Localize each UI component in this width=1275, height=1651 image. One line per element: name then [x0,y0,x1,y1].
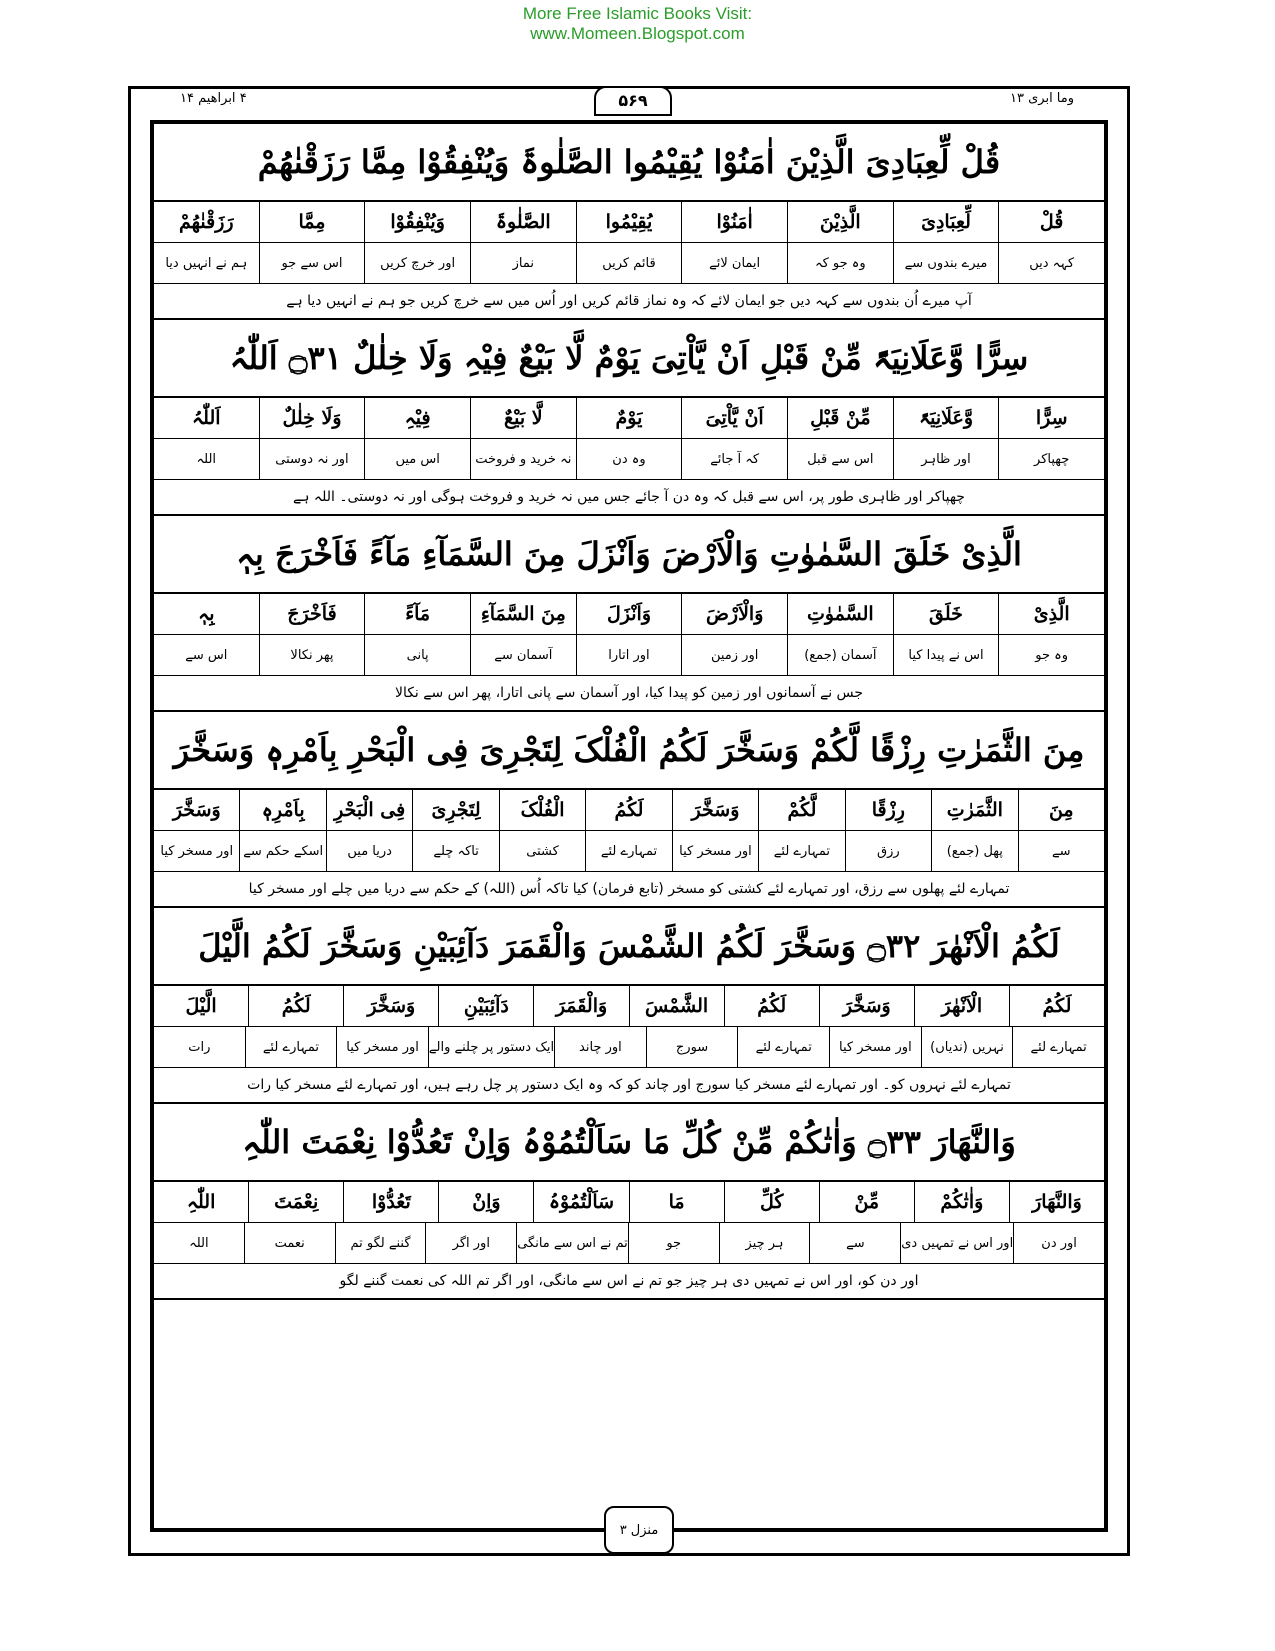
arabic-word: الَّذِیْ [998,594,1104,634]
arabic-word: رِزْقًا [845,790,931,830]
urdu-meaning: رات [188,1039,211,1055]
surah-header: ۴ ابراھیم ۱۴ [180,91,247,106]
verse-block [154,124,1104,320]
arabic-word: الشَّمْسَ [629,986,724,1026]
urdu-meaning: اور مسخر کیا [829,1027,921,1067]
arabic-word: اَللّٰہُ [192,407,221,429]
urdu-meaning: تمہارے لئے [758,831,844,871]
urdu-meaning: اور مسخر کیا [336,1027,428,1067]
word-row [154,202,1104,243]
arabic-word: وَالنَّھَارَ [1009,1182,1104,1222]
arabic-word: لَکُمُ [585,790,671,830]
arabic-word: اٰمَنُوْا [681,202,787,242]
ayah-line: لَکُمُ الْاَنْھٰرَ ۝۳۲ وَسَخَّرَ لَکُمُ الشَّمْسَ وَالْقَمَرَ دَآئِبَیْنِ وَسَخَّرَ لَکُمُ الَّیْلَ [154,908,1104,986]
urdu-meaning: تمہارے لئے [737,1027,829,1067]
urdu-meaning: نماز [470,243,576,283]
arabic-word: تَعُدُّوْا [343,1182,438,1222]
verse-block [154,712,1104,908]
arabic-word: مَا [629,1182,724,1222]
urdu-meaning: اس سے قبل [787,439,893,479]
translation-line: اور دن کو، اور اس نے تمہیں دی ہر چیز جو تم نے اس سے مانگی، اور اگر تم اللہ کی نعمت گننے لگو [339,1273,919,1289]
arabic-word: مِّنْ قَبْلِ [787,398,893,438]
arabic-word: قُلْ [998,202,1104,242]
quran-content [154,124,1104,1300]
arabic-word: نِعْمَتَ [248,1182,343,1222]
urdu-meaning: پھر نکالا [259,635,365,675]
urdu-meaning: رزق [845,831,931,871]
word-row [154,594,1104,635]
arabic-word: وَیُنْفِقُوْا [364,202,470,242]
arabic-word: الْفُلْکَ [499,790,585,830]
arabic-word: وَاَنْزَلَ [576,594,682,634]
translation-line: آپ میرے اُن بندوں سے کہہ دیں جو ایمان لائے کہ وہ نماز قائم کریں اور اُس میں سے خرچ کریں جو ہم نے انہیں دیا ہے [286,293,972,309]
arabic-word: الَّیْلَ [185,995,217,1017]
urdu-meaning: تاکہ چلے [412,831,498,871]
ayah-line: مِنَ الثَّمَرٰتِ رِزْقًا لَّکُمْ وَسَخَّرَ لَکُمُ الْفُلْکَ لِتَجْرِیَ فِی الْبَحْرِ بِاَمْرِہٖ وَسَخَّرَ [154,712,1104,790]
urdu-meaning: پھل (جمع) [931,831,1017,871]
ayah-line: قُلْ لِّعِبَادِیَ الَّذِیْنَ اٰمَنُوْا یُقِیْمُوا الصَّلٰوۃَ وَیُنْفِقُوْا مِمَّا رَزَقْنٰھُمْ [154,124,1104,202]
translation-line: جس نے آسمانوں اور زمین کو پیدا کیا، اور آسمان سے پانی اتارا، پھر اس سے نکالا [394,685,864,701]
page-number: ۵۶۹ [594,86,672,116]
translation-line: تمہارے لئے نہروں کو۔ اور تمہارے لئے مسخر کیا سورج اور چاند کو کہ وہ ایک دستور پر چل رہے ہیں، اور تمہارے لئے مسخر کیا رات [247,1077,1011,1093]
urdu-meaning: آسمان (جمع) [787,635,893,675]
urdu-meaning: ہر چیز [719,1223,810,1263]
ayah-line: وَالنَّھَارَ ۝۳۳ وَاٰتٰکُمْ مِّنْ کُلِّ مَا سَاَلْتُمُوْہُ وَاِنْ تَعُدُّوْا نِعْمَتَ اللّٰہِ [154,1104,1104,1182]
urdu-meaning: اور ظاہر [893,439,999,479]
arabic-word: وَاٰتٰکُمْ [914,1182,1009,1222]
urdu-meaning: اور اس نے تمہیں دی [900,1223,1013,1263]
arabic-word: الصَّلٰوۃَ [470,202,576,242]
arabic-word: اَنْ یَّاْتِیَ [681,398,787,438]
promo-banner [0,4,1275,44]
arabic-word: وَلَا خِلٰلٌ [259,398,365,438]
arabic-word: فَاَخْرَجَ [259,594,365,634]
word-row [154,398,1104,439]
urdu-meaning: سے [1018,831,1104,871]
urdu-meaning: تم نے اس سے مانگی [516,1223,628,1263]
urdu-meaning: اس سے جو [259,243,365,283]
ayah-line: سِرًّا وَّعَلَانِیَۃً مِّنْ قَبْلِ اَنْ یَّاْتِیَ یَوْمٌ لَّا بَیْعٌ فِیْہِ وَلَا خِلٰلٌ ۝۳۱ اَللّٰہُ [154,320,1104,398]
word-row [154,986,1104,1027]
arabic-word: الثَّمَرٰتِ [931,790,1017,830]
urdu-meaning: آسمان سے [470,635,576,675]
urdu-meaning: کہہ دیں [998,243,1104,283]
urdu-meaning: اور چاند [554,1027,646,1067]
urdu-meaning: اسکے حکم سے [239,831,325,871]
arabic-word: سَاَلْتُمُوْہُ [533,1182,628,1222]
urdu-meaning: اور خرچ کریں [364,243,470,283]
arabic-word: مِمَّا [259,202,365,242]
arabic-word: مِّنْ [819,1182,914,1222]
verse-block [154,1104,1104,1300]
urdu-meaning: ایمان لائے [681,243,787,283]
arabic-word: خَلَقَ [893,594,999,634]
urdu-meaning: اور اتارا [576,635,682,675]
urdu-meaning: نہ خرید و فروخت [470,439,576,479]
arabic-word: وَالْاَرْضَ [681,594,787,634]
urdu-meaning: قائم کریں [576,243,682,283]
arabic-word: لَکُمُ [248,986,343,1026]
arabic-word: لَکُمُ [724,986,819,1026]
arabic-word: وَالْقَمَرَ [533,986,628,1026]
translation-line: تمہارے لئے پھلوں سے رزق، اور تمہارے لئے کشتی کو مسخر (تابع فرمان) کیا تاکہ اُس (اللہ) کے حکم سے دریا میں چلے اور مسخر کیا [248,881,1010,897]
verse-block [154,908,1104,1104]
urdu-meaning: پانی [364,635,470,675]
urdu-meaning: نعمت [244,1223,335,1263]
meaning-row [154,1027,1104,1068]
arabic-word: فِیْہِ [364,398,470,438]
verse-block [154,516,1104,712]
arabic-word: وَاِنْ [438,1182,533,1222]
translation-line: چھپاکر اور ظاہری طور پر، اس سے قبل کہ وہ دن آ جائے جس میں نہ خرید و فروخت ہوگی اور نہ دوستی۔ اللہ ہے [293,489,965,505]
arabic-word: کُلِّ [724,1182,819,1222]
word-row [154,1182,1104,1223]
arabic-word: الَّذِیْنَ [787,202,893,242]
word-row [154,790,1104,831]
arabic-word: وَسَخَّرَ [672,790,758,830]
arabic-word: اللّٰہِ [186,1191,216,1213]
urdu-meaning: اللہ [189,1235,209,1251]
arabic-word: وَّعَلَانِیَۃً [893,398,999,438]
arabic-word: مَآءً [364,594,470,634]
urdu-meaning: اور نہ دوستی [259,439,365,479]
urdu-meaning: تمہارے لئے [1012,1027,1104,1067]
arabic-word: لَّکُمْ [758,790,844,830]
urdu-meaning: اس سے [185,647,228,663]
arabic-word: وَسَخَّرَ [343,986,438,1026]
urdu-meaning: وہ دن [576,439,682,479]
meaning-row [154,439,1104,480]
arabic-word: لَّا بَیْعٌ [470,398,576,438]
urdu-meaning: تمہارے لئے [585,831,671,871]
urdu-meaning: سے [809,1223,900,1263]
urdu-meaning: اس میں [364,439,470,479]
arabic-word: بِہٖ [198,603,215,625]
urdu-meaning: دریا میں [326,831,412,871]
meaning-row [154,635,1104,676]
arabic-word: رَزَقْنٰھُمْ [179,211,234,233]
arabic-word: وَسَخَّرَ [172,799,221,821]
arabic-word: یَوْمٌ [576,398,682,438]
arabic-word: لَکُمُ [1009,986,1104,1026]
urdu-meaning: وہ جو [998,635,1104,675]
urdu-meaning: چھپاکر [998,439,1104,479]
urdu-meaning: تمہارے لئے [245,1027,337,1067]
arabic-word: دَآئِبَیْنِ [438,986,533,1026]
meaning-row [154,243,1104,284]
meaning-row [154,1223,1104,1264]
urdu-meaning: اور دن [1013,1223,1104,1263]
arabic-word: سِرًّا [998,398,1104,438]
arabic-word: وَسَخَّرَ [819,986,914,1026]
arabic-word: لِّعِبَادِیَ [893,202,999,242]
promo-link[interactable]: www.Momeen.Blogspot.com [530,24,745,43]
urdu-meaning: اور زمین [681,635,787,675]
arabic-word: السَّمٰوٰتِ [787,594,893,634]
arabic-word: الْاَنْھٰرَ [914,986,1009,1026]
manzil-marker: منزل ۳ [604,1506,674,1554]
ayah-line: الَّذِیْ خَلَقَ السَّمٰوٰتِ وَالْاَرْضَ وَاَنْزَلَ مِنَ السَّمَآءِ مَآءً فَاَخْرَجَ بِہٖ [154,516,1104,594]
urdu-meaning: سورج [646,1027,738,1067]
arabic-word: لِتَجْرِیَ [412,790,498,830]
arabic-word: مِنَ السَّمَآءِ [470,594,576,634]
arabic-word: یُقِیْمُوا [576,202,682,242]
urdu-meaning: اور مسخر کیا [160,843,234,859]
urdu-meaning: کہ آ جائے [681,439,787,479]
urdu-meaning: اس نے پیدا کیا [893,635,999,675]
urdu-meaning: میرے بندوں سے [893,243,999,283]
urdu-meaning: جو [628,1223,719,1263]
urdu-meaning: وہ جو کہ [787,243,893,283]
urdu-meaning: ایک دستور پر چلنے والے [428,1027,554,1067]
urdu-meaning: کشتی [499,831,585,871]
arabic-word: بِاَمْرِہٖ [239,790,325,830]
urdu-meaning: گننے لگو تم [335,1223,426,1263]
urdu-meaning: اور اگر [425,1223,516,1263]
urdu-meaning: نہریں (ندیاں) [921,1027,1013,1067]
urdu-meaning: اور مسخر کیا [672,831,758,871]
arabic-word: فِی الْبَحْرِ [326,790,412,830]
meaning-row [154,831,1104,872]
verse-block [154,320,1104,516]
urdu-meaning: ہم نے انہیں دیا [165,255,248,271]
arabic-word: مِنَ [1018,790,1104,830]
para-header: وما ابری ۱۳ [1010,91,1075,106]
urdu-meaning: اللہ [196,451,217,467]
promo-line-1: More Free Islamic Books Visit: [522,4,753,23]
